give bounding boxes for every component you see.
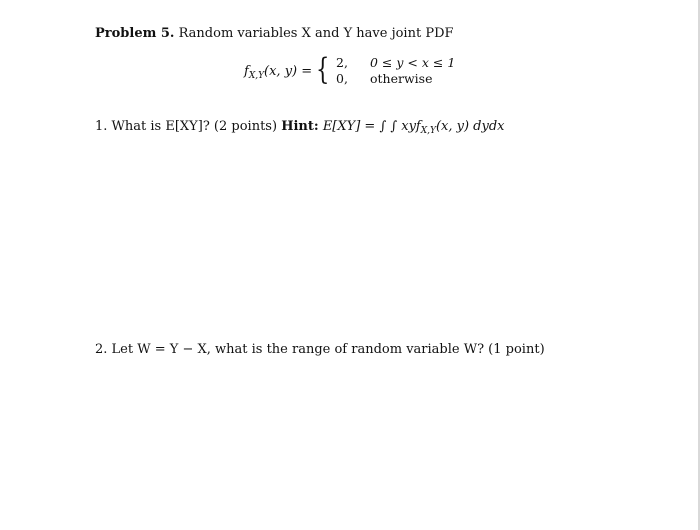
pdf-lhs bbox=[244, 64, 312, 81]
hint-label: Hint: bbox=[281, 119, 319, 134]
case-1-value: 2, bbox=[336, 55, 348, 70]
question-2-text: Let W = Y − X, what is the range of random variable W? (1 point) bbox=[111, 342, 545, 357]
question-2 bbox=[95, 342, 545, 358]
question-1-text: What is E[XY]? (2 points) bbox=[111, 119, 278, 134]
pdf-subscript: X,Y bbox=[248, 71, 265, 81]
pdf-case-1 bbox=[336, 55, 455, 70]
problem-heading bbox=[95, 26, 454, 42]
question-1-number: 1. bbox=[95, 119, 108, 134]
pdf-arguments: (x, y) = bbox=[264, 64, 313, 79]
question-1 bbox=[95, 119, 505, 139]
hint-formula-a: E[XY] = ∫ ∫ xyf bbox=[322, 119, 421, 134]
case-1-condition: 0 ≤ y < x ≤ 1 bbox=[370, 55, 456, 70]
hint-formula-subscript: X,Y bbox=[420, 126, 436, 136]
pdf-case-2 bbox=[336, 71, 432, 86]
pdf-function-symbol: f bbox=[244, 64, 249, 79]
problem-label: Problem 5. bbox=[95, 26, 175, 41]
hint-formula-b: (x, y) dydx bbox=[435, 119, 505, 134]
question-2-number: 2. bbox=[95, 342, 108, 357]
case-2-condition: otherwise bbox=[370, 71, 433, 86]
case-2-value: 0, bbox=[336, 71, 348, 86]
problem-intro: Random variables X and Y have joint PDF bbox=[178, 26, 454, 41]
left-brace-icon: { bbox=[316, 52, 330, 87]
